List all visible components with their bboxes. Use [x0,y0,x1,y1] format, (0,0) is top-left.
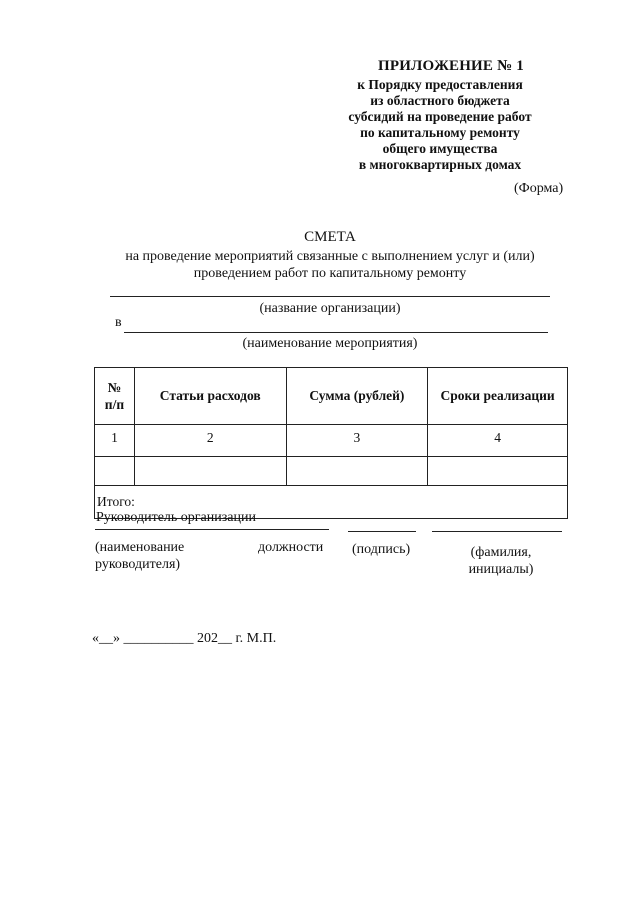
in-prefix: в [115,315,122,330]
header-number: № п/п [95,368,135,425]
form-note: (Форма) [514,181,564,196]
caption-line: (фамилия, [470,545,532,560]
appendix-line: из областного бюджета [370,93,510,108]
appendix-line: в многоквартирных домах [358,157,522,172]
event-name-line[interactable] [124,332,548,333]
header-deadlines: Сроки реализации [428,368,568,425]
event-name-caption: (наименование мероприятия) [242,336,418,351]
caption-line: руководителя) [95,557,181,572]
caption-position: должности [258,540,324,555]
caption-head-name [95,539,184,573]
org-name-caption: (название организации) [259,301,401,316]
caption-line: (наименование [95,540,185,555]
estimate-title: СМЕТА [304,229,356,245]
appendix-line: к Порядку предоставления [357,77,523,92]
appendix-line: общего имущества [382,141,498,156]
table-cell: 2 [134,425,286,457]
caption-line: инициалы) [468,562,534,577]
org-name-line[interactable] [110,296,550,297]
appendix-block [330,58,550,173]
fio-line[interactable] [432,531,562,532]
date-line[interactable]: «__» __________ 202__ г. М.П. [92,631,277,646]
appendix-line: по капитальному ремонту [360,125,520,140]
appendix-lines [330,77,550,173]
signature-line[interactable] [348,531,416,532]
caption-fio [466,544,536,578]
table-cell[interactable] [134,457,286,486]
appendix-title: ПРИЛОЖЕНИЕ № 1 [377,58,525,74]
table-cell: 3 [286,425,428,457]
table-cell[interactable] [95,457,135,486]
head-label: Руководитель организации [96,510,256,525]
appendix-line: субсидий на проведение работ [348,109,532,124]
header-amount: Сумма (рублей) [286,368,428,425]
estimate-subtitle [100,248,560,282]
caption-signature: (подпись) [352,542,411,557]
table-cell[interactable] [428,457,568,486]
estimate-subtitle-line: на проведение мероприятий связанные с выполнением услуг и (или) [125,249,535,264]
total-label: Итого: [97,494,135,509]
table-cell: 1 [95,425,135,457]
table-cell: 4 [428,425,568,457]
header-expense-items: Статьи расходов [134,368,286,425]
position-line[interactable] [95,529,329,530]
table-cell[interactable] [286,457,428,486]
estimate-subtitle-line: проведением работ по капитальному ремонту [193,266,467,281]
estimate-table [94,367,568,519]
